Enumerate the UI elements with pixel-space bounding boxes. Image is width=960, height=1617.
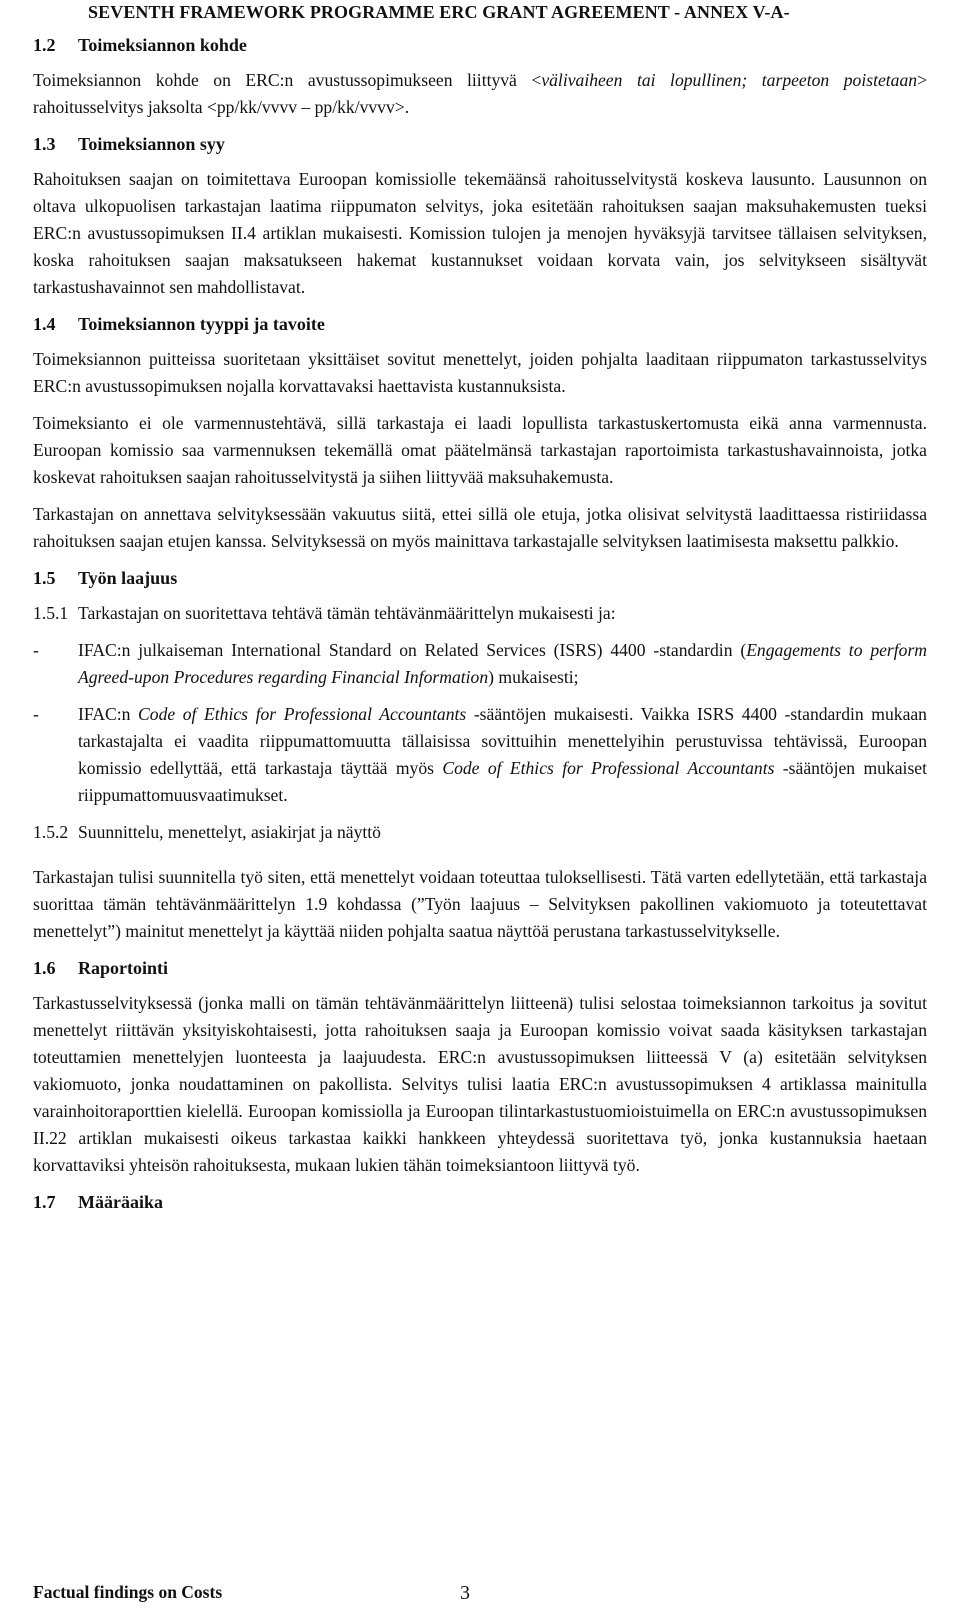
- section-heading-1-4: [33, 311, 927, 337]
- document-body: [33, 32, 927, 1224]
- paragraph: Rahoituksen saajan on toimitettava Euroopan komissiolle tekemäänsä rahoitusselvitystä koskeva lausunto. Lausunnon on oltava ulkopuolisen tarkastajan laatima riippumaton selvitys, joka esitetään rahoituksen saajan maksuhakemusten tueksi ERC:n avustussopimuksen II.4 artiklan mukaisesti. Komission tulojen ja menojen hyväksyjä tarvitsee tällaisen selvityksen, koska rahoituksen saajan maksatukseen hakemat kustannukset voidaan korvata vain, jos selvitykseen sisältyvät tarkastushavainnot sen mahdollistavat.: [33, 169, 927, 297]
- list-item-text: IFAC:n Code of Ethics for Professional Accountants -sääntöjen mukaisesti. Vaikka ISRS 4400 -standardin mukaan tarkastajalta ei vaadita riippumattomuutta tällaisissa sovittuihin menettelyihin perustuvissa tehtävissä, Euroopan komissio edellyttää, että tarkastaja täyttää myös Code of Ethics for Professional Accountants -sääntöjen mukaiset riippumattomuusvaatimukset.: [78, 704, 927, 805]
- list-item: [33, 637, 927, 691]
- subsection-number: 1.5.2: [33, 822, 69, 842]
- section-heading-1-2: [33, 32, 927, 58]
- section-title: Työn laajuus: [78, 568, 178, 588]
- subsection-heading-1-5-1: [33, 600, 927, 627]
- section-number: 1.7: [33, 1192, 56, 1212]
- section-heading-1-7: [33, 1189, 927, 1215]
- paragraph: Tarkastusselvityksessä (jonka malli on tämän tehtävänmäärittelyn liitteenä) tulisi selostaa toimeksiannon tarkoitus ja sovitut menettelyt riittävän yksityiskohtaisesti, jotta rahoituksen saaja ja Euroopan komissio voivat saada käsityksen tarkastajan toteuttamien menettelyjen luonteesta ja laajuudesta. ERC:n avustussopimuksen liitteessä V (a) esitetään selvityksen vakiomuoto, jonka noudattaminen on pakollista. Selvitys tulisi laatia ERC:n avustussopimuksen 4 artiklassa mainitulla varainhoitoraporttien kielellä. Euroopan komissiolla ja Euroopan tilintarkastustuomioistuimella on ERC:n avustussopimuksen II.22 artiklan mukaisesti oikeus tarkastaa kaikki hankkeen yhteydessä suoritettava työ, jonka kustannuksia haetaan korvattaviksi yhteisön rahoituksesta, mukaan lukien tähän toimeksiantoon liittyvä työ.: [33, 993, 927, 1175]
- section-title: Toimeksiannon tyyppi ja tavoite: [78, 314, 325, 334]
- section-title: Määräaika: [78, 1192, 163, 1212]
- section-heading-1-5: [33, 565, 927, 591]
- section-number: 1.6: [33, 958, 56, 978]
- section-heading-1-3: [33, 131, 927, 157]
- section-heading-1-6: [33, 955, 927, 981]
- subsection-title: Tarkastajan on suoritettava tehtävä tämän tehtävänmäärittelyn mukaisesti ja:: [78, 603, 616, 623]
- paragraph: Toimeksiannon puitteissa suoritetaan yksittäiset sovitut menettelyt, joiden pohjalta laaditaan riippumaton tarkastusselvitys ERC:n avustussopimuksen nojalla korvattavaksi haettavista kustannuksista.: [33, 349, 927, 396]
- paragraph: Tarkastajan on annettava selvityksessään vakuutus siitä, ettei sillä ole etuja, jotka olisivat selvitystä laadittaessa ristiriidassa rahoituksen saajan etujen kanssa. Selvityksessä on myös mainittava tarkastajalle selvityksen laatimisesta maksettu palkkio.: [33, 504, 927, 551]
- list-item-text: IFAC:n julkaiseman International Standard on Related Services (ISRS) 4400 -standardin (Engagements to perform Agreed-upon Procedures regarding Financial Information) mukaisesti;: [78, 640, 928, 687]
- subsection-title: Suunnittelu, menettelyt, asiakirjat ja näyttö: [78, 822, 381, 842]
- paragraph: Toimeksiannon kohde on ERC:n avustussopimukseen liittyvä <välivaiheen tai lopullinen; tarpeeton poistetaan> rahoitusselvitys jaksolta <pp/kk/vvvv – pp/kk/vvvv>.: [33, 70, 927, 117]
- section-title: Toimeksiannon kohde: [78, 35, 247, 55]
- page-header: SEVENTH FRAMEWORK PROGRAMME ERC GRANT AGREEMENT - ANNEX V-A-: [88, 2, 790, 22]
- page-number: 3: [460, 1582, 470, 1604]
- section-title: Raportointi: [78, 958, 168, 978]
- section-number: 1.5: [33, 568, 56, 588]
- dash-bullet: -: [33, 704, 39, 724]
- list-item: [33, 701, 927, 809]
- subsection-heading-1-5-2: [33, 819, 927, 846]
- subsection-number: 1.5.1: [33, 603, 69, 623]
- section-number: 1.4: [33, 314, 56, 334]
- section-number: 1.3: [33, 134, 56, 154]
- footer-label: Factual findings on Costs: [33, 1582, 223, 1602]
- paragraph: Toimeksianto ei ole varmennustehtävä, sillä tarkastaja ei laadi lopullista tarkastuskertomusta eikä anna varmennusta. Euroopan komissio saa varmennuksen tekemällä omat päätelmänsä tarkastajan raportoimista tarkastushavainnoista, jotka koskevat rahoituksen saajan rahoitusselvitystä ja siihen liittyvää maksuhakemusta.: [33, 413, 927, 487]
- section-title: Toimeksiannon syy: [78, 134, 225, 154]
- dash-bullet: -: [33, 640, 39, 660]
- paragraph: Tarkastajan tulisi suunnitella työ siten, että menettelyt voidaan toteuttaa tuloksellisesti. Tätä varten edellytetään, että tarkastaja suorittaa tämän tehtävänmäärittelyn 1.9 kohdassa (”Työn laajuus – Selvityksen pakollinen vakiomuoto ja toteutettavat menettelyt”) mainitut menettelyt ja käyttää niiden pohjalta saatua näyttöä perustana tarkastusselvitykselle.: [33, 867, 927, 941]
- section-number: 1.2: [33, 35, 56, 55]
